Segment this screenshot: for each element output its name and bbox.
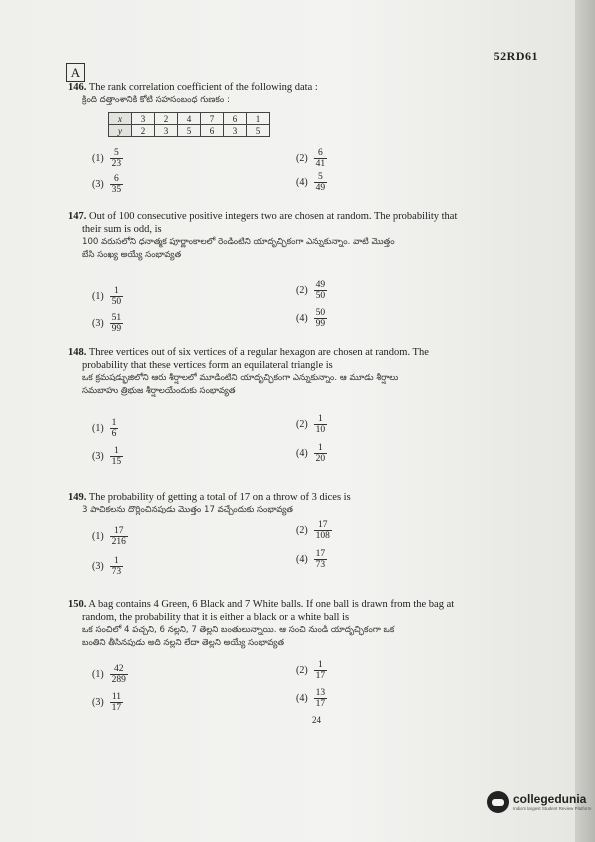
- denominator: 99: [111, 324, 122, 334]
- question-149: [68, 491, 538, 517]
- question-text-te: ఒక సంచిలో 4 పచ్చని, 6 నల్లని, 7 తెల్లని బంతులున్నాయి. ఆ సంచి నుండి యాదృచ్ఛికంగా ఒక: [82, 625, 395, 635]
- numerator: 1: [114, 556, 119, 566]
- question-text-te: 3 పాచికలను దొర్లించినపుడు మొత్తం 17 వచ్చేందుకు సంభావ్యత: [82, 505, 293, 515]
- question-text-te-cont: బంతిని తీసినపుడు అది నల్లని లేదా తెల్లని అయ్యే సంభావ్యత: [82, 638, 285, 648]
- question-150: [68, 598, 538, 650]
- option-2[interactable]: [296, 660, 327, 681]
- table-cell: 7: [201, 113, 224, 125]
- fraction: [314, 280, 328, 301]
- question-number: 148.: [68, 347, 87, 358]
- fraction: [110, 313, 124, 334]
- question-148: [68, 346, 538, 398]
- option-label: (2): [296, 419, 308, 430]
- question-number: 150.: [68, 599, 87, 610]
- question-147: [68, 210, 538, 262]
- option-2[interactable]: [296, 280, 327, 301]
- denominator: 6: [111, 429, 117, 439]
- fraction: [110, 692, 124, 713]
- numerator: 1: [318, 660, 323, 670]
- paper-code: 52RD61: [493, 49, 538, 63]
- denominator: 23: [111, 159, 122, 169]
- option-label: (1): [92, 669, 104, 680]
- option-label: (2): [296, 525, 308, 536]
- denominator: 73: [111, 567, 122, 577]
- question-number: 149.: [68, 492, 87, 503]
- table-cell: 1: [247, 113, 270, 125]
- numerator: 13: [315, 688, 326, 698]
- denominator: 10: [315, 425, 326, 435]
- option-label: (4): [296, 313, 308, 324]
- option-1[interactable]: [92, 418, 118, 439]
- fraction: [110, 418, 119, 439]
- numerator: 49: [315, 280, 326, 290]
- table-cell: 3: [132, 113, 155, 125]
- option-label: (3): [92, 697, 104, 708]
- numerator: 1: [114, 286, 119, 296]
- question-text-te-cont: సమబాహు త్రిభుజ శీర్షాలయేందుకు సంభావ్యత: [82, 386, 236, 396]
- option-3[interactable]: [92, 446, 123, 467]
- question-text-te: 100 వరుసలోని ధనాత్మక పూర్ణాంకాలలో రెండింటిని యాదృచ్ఛికంగా ఎన్నుకున్నాం. వాటి మొత్తం: [82, 237, 395, 247]
- question-text-en-cont: random, the probability that it is either a black or a white ball is: [82, 612, 350, 623]
- question-text-en: The rank correlation coefficient of the following data :: [88, 82, 318, 93]
- table-row-x: [109, 113, 270, 125]
- option-label: (1): [92, 291, 104, 302]
- fraction: [314, 520, 332, 541]
- denominator: 289: [111, 675, 126, 685]
- fraction: [110, 174, 124, 195]
- question-number: 146.: [68, 82, 87, 93]
- numerator: 1: [111, 418, 117, 428]
- page-edge: [575, 0, 595, 842]
- option-4[interactable]: [296, 172, 327, 193]
- question-text-en-cont: probability that these vertices form an equilateral triangle is: [82, 360, 333, 371]
- table-cell: 6: [201, 125, 224, 137]
- option-4[interactable]: [296, 688, 327, 709]
- option-label: (3): [92, 451, 104, 462]
- fraction: [110, 664, 128, 685]
- numerator: 1: [114, 446, 119, 456]
- option-1[interactable]: [92, 526, 128, 547]
- option-2[interactable]: [296, 148, 327, 169]
- option-1[interactable]: [92, 286, 123, 307]
- fraction: [110, 286, 124, 307]
- option-4[interactable]: [296, 308, 327, 329]
- denominator: 73: [315, 560, 326, 570]
- table-cell: 3: [224, 125, 247, 137]
- option-label: (1): [92, 423, 104, 434]
- question-text-en-cont: their sum is odd, is: [82, 224, 162, 235]
- option-label: (4): [296, 177, 308, 188]
- option-3[interactable]: [92, 692, 123, 713]
- option-label: (2): [296, 285, 308, 296]
- page-number: 24: [312, 715, 321, 725]
- question-text-te: ఒక క్రమషడ్భుజిలోని ఆరు శీర్షాలలో మూడింటిని యాదృచ్ఛికంగా ఎన్నుకున్నాం. ఆ మూడు శీర్షాలు: [82, 373, 399, 383]
- table-cell: 4: [178, 113, 201, 125]
- numerator: 50: [315, 308, 326, 318]
- option-4[interactable]: [296, 443, 327, 464]
- fraction: [314, 443, 328, 464]
- option-2[interactable]: [296, 414, 327, 435]
- question-text-te: క్రింది దత్తాంశానికి కోటి సహసంబంధ గుణకం :: [82, 95, 230, 105]
- numerator: 17: [114, 526, 124, 536]
- set-label: A: [66, 63, 85, 82]
- option-2[interactable]: [296, 520, 332, 541]
- denominator: 108: [315, 531, 330, 541]
- numerator: 1: [318, 414, 323, 424]
- denominator: 49: [315, 183, 326, 193]
- numerator: 5: [114, 148, 119, 158]
- brand-logo[interactable]: [487, 791, 591, 813]
- fraction: [314, 148, 328, 169]
- numerator: 11: [111, 692, 121, 702]
- denominator: 17: [315, 699, 326, 709]
- option-3[interactable]: [92, 313, 123, 334]
- brand-tagline: India's largest Student Review Platform: [513, 806, 592, 811]
- option-3[interactable]: [92, 174, 123, 195]
- denominator: 15: [111, 457, 122, 467]
- option-label: (3): [92, 318, 104, 329]
- option-label: (4): [296, 693, 308, 704]
- option-label: (2): [296, 665, 308, 676]
- table-cell: 5: [247, 125, 270, 137]
- fraction: [110, 526, 128, 547]
- table-cell: 3: [155, 125, 178, 137]
- question-number: 147.: [68, 211, 87, 222]
- fraction: [314, 414, 328, 435]
- question-text-en: The probability of getting a total of 17 on a throw of 3 dices is: [88, 492, 351, 503]
- fraction: [314, 172, 328, 193]
- table-cell: 5: [178, 125, 201, 137]
- question-text-en: A bag contains 4 Green, 6 Black and 7 White balls. If one ball is drawn from the bag at: [88, 599, 455, 610]
- option-label: (4): [296, 554, 308, 565]
- question-146: [68, 81, 538, 107]
- numerator: 6: [318, 148, 323, 158]
- question-text-en: Three vertices out of six vertices of a regular hexagon are chosen at random. The: [88, 347, 429, 358]
- option-3[interactable]: [92, 556, 123, 577]
- denominator: 35: [111, 185, 122, 195]
- option-label: (3): [92, 561, 104, 572]
- fraction: [110, 148, 124, 169]
- data-table: [108, 112, 270, 137]
- question-text-te-cont: బేసి సంఖ్య అయ్యే సంభావ్యత: [82, 250, 182, 260]
- fraction: [110, 446, 124, 467]
- option-label: (3): [92, 179, 104, 190]
- table-cell: y: [109, 125, 132, 137]
- denominator: 20: [315, 454, 326, 464]
- option-label: (1): [92, 531, 104, 542]
- option-label: (2): [296, 153, 308, 164]
- table-cell: 2: [132, 125, 155, 137]
- fraction: [314, 688, 328, 709]
- denominator: 50: [315, 291, 326, 301]
- option-4[interactable]: [296, 549, 327, 570]
- numerator: 5: [318, 172, 323, 182]
- denominator: 17: [315, 671, 326, 681]
- fraction: [110, 556, 124, 577]
- table-cell: 6: [224, 113, 247, 125]
- numerator: 17: [315, 549, 326, 559]
- table-cell: 2: [155, 113, 178, 125]
- table-row-y: [109, 125, 270, 137]
- numerator: 6: [114, 174, 119, 184]
- denominator: 17: [111, 703, 122, 713]
- brand-name: collegedunia: [513, 792, 587, 806]
- denominator: 50: [111, 297, 122, 307]
- option-1[interactable]: [92, 148, 123, 169]
- fraction: [314, 660, 328, 681]
- owl-logo-icon: [487, 791, 509, 813]
- denominator: 216: [111, 537, 126, 547]
- table-cell: x: [109, 113, 132, 125]
- numerator: 1: [318, 443, 323, 453]
- numerator: 17: [318, 520, 328, 530]
- numerator: 42: [114, 664, 124, 674]
- question-text-en: Out of 100 consecutive positive integers two are chosen at random. The probability that: [89, 211, 458, 222]
- numerator: 51: [111, 313, 122, 323]
- fraction: [314, 549, 328, 570]
- fraction: [314, 308, 328, 329]
- option-label: (1): [92, 153, 104, 164]
- option-1[interactable]: [92, 664, 128, 685]
- option-label: (4): [296, 448, 308, 459]
- denominator: 41: [315, 159, 326, 169]
- denominator: 99: [315, 319, 326, 329]
